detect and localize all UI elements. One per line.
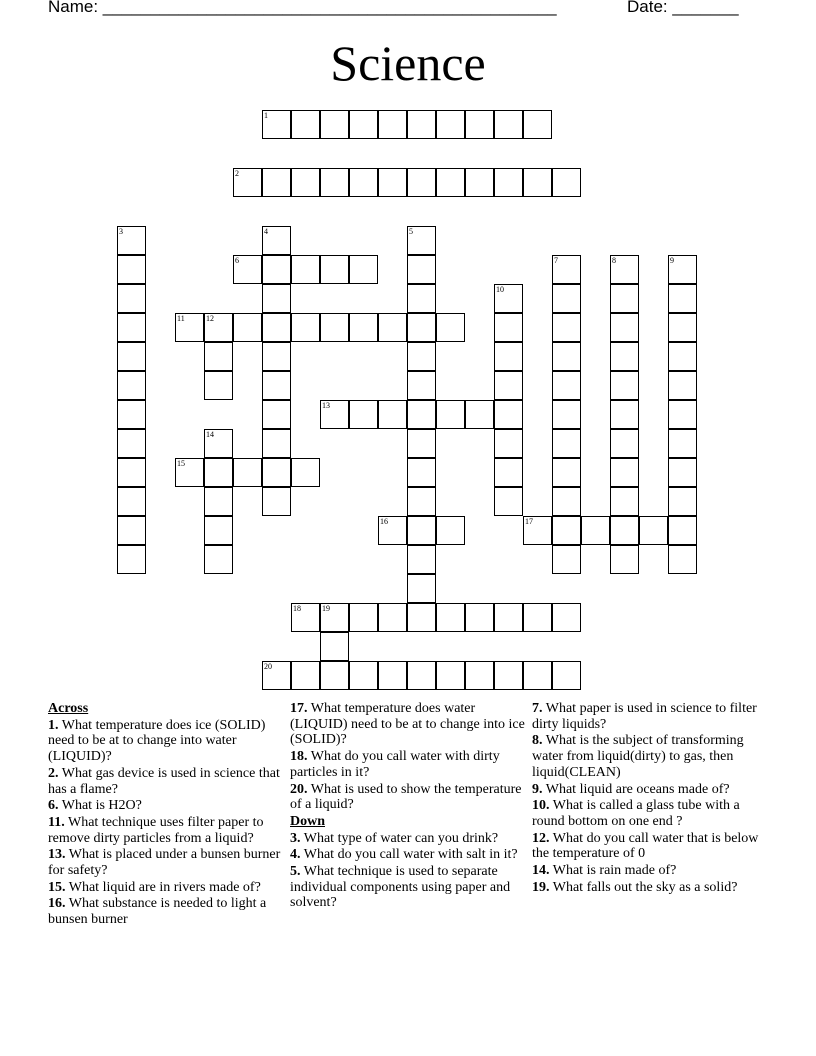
grid-cell[interactable] <box>378 168 407 197</box>
across-clue <box>290 782 530 813</box>
clue-text: What do you call water with salt in it? <box>303 847 518 863</box>
grid-cell[interactable] <box>668 458 697 487</box>
clue-text: What type of water can you drink? <box>303 830 499 846</box>
clue-text: What substance is needed to light a bunsen burner <box>48 896 267 928</box>
grid-cell[interactable] <box>494 371 523 400</box>
page-title: Science <box>330 35 486 91</box>
clue-text: What is used to show the temperature of a liquid? <box>290 781 522 813</box>
clue-text: What paper is used in science to filter dirty liquids? <box>532 701 757 732</box>
grid-cell[interactable] <box>204 371 233 400</box>
down-heading: Down <box>290 813 326 829</box>
grid-cell[interactable] <box>610 487 639 516</box>
grid-cell[interactable] <box>262 255 291 284</box>
grid-cell[interactable] <box>204 516 233 545</box>
clue-number-label: 12 <box>206 314 214 323</box>
grid-cell[interactable] <box>320 168 349 197</box>
grid-cell[interactable] <box>552 458 581 487</box>
grid-cell[interactable] <box>523 110 552 139</box>
grid-cell[interactable] <box>436 400 465 429</box>
grid-cell[interactable] <box>117 429 146 458</box>
clue-number-label: 10 <box>496 285 504 294</box>
clue-number-label: 18 <box>293 604 301 613</box>
clue-text: What technique is used to separate individual components using paper and solvent? <box>290 864 511 911</box>
grid-cell[interactable] <box>465 661 494 690</box>
grid-cell[interactable] <box>262 371 291 400</box>
grid-cell[interactable] <box>117 342 146 371</box>
grid-cell[interactable] <box>407 313 436 342</box>
grid-cell[interactable] <box>407 284 436 313</box>
clue-number: 14. <box>532 863 550 879</box>
grid-cell[interactable] <box>552 661 581 690</box>
grid-cell[interactable] <box>610 284 639 313</box>
grid-cell[interactable] <box>378 661 407 690</box>
date-field-label[interactable]: Date: _______ <box>627 0 739 16</box>
across-clue <box>48 847 284 878</box>
grid-cell[interactable] <box>436 168 465 197</box>
grid-cell[interactable] <box>436 516 465 545</box>
grid-cell[interactable] <box>494 342 523 371</box>
clue-number-label: 6 <box>235 256 239 265</box>
clues-column-3 <box>532 701 772 896</box>
grid-cell[interactable] <box>668 284 697 313</box>
grid-cell[interactable] <box>494 429 523 458</box>
grid-cell[interactable] <box>291 255 320 284</box>
clues-column-1 <box>48 701 284 929</box>
grid-cell[interactable] <box>552 168 581 197</box>
grid-cell[interactable] <box>204 487 233 516</box>
grid-cell[interactable] <box>668 487 697 516</box>
clue-number-label: 8 <box>612 256 616 265</box>
clue-number-label: 16 <box>380 517 388 526</box>
grid-cell[interactable] <box>407 255 436 284</box>
clue-number: 9. <box>532 781 543 797</box>
down-clue <box>290 831 530 847</box>
down-clue <box>290 847 530 863</box>
grid-cell[interactable] <box>494 168 523 197</box>
clue-number: 7. <box>532 701 543 716</box>
grid-cell[interactable] <box>407 371 436 400</box>
across-clue <box>48 766 284 797</box>
clue-number: 17. <box>290 701 308 716</box>
clue-number: 1. <box>48 717 59 733</box>
grid-cell[interactable] <box>117 516 146 545</box>
grid-cell[interactable] <box>552 603 581 632</box>
grid-cell[interactable] <box>668 400 697 429</box>
grid-cell[interactable] <box>262 313 291 342</box>
grid-cell[interactable] <box>291 661 320 690</box>
grid-cell[interactable] <box>117 284 146 313</box>
grid-cell[interactable] <box>233 313 262 342</box>
grid-cell[interactable] <box>668 545 697 574</box>
grid-cell[interactable] <box>204 458 233 487</box>
clue-number: 20. <box>290 781 308 797</box>
grid-cell[interactable] <box>378 603 407 632</box>
clue-number-label: 2 <box>235 169 239 178</box>
grid-cell[interactable] <box>523 168 552 197</box>
clue-text: What temperature does ice (SOLID) need to be at to change into water (LIQUID)? <box>48 717 266 765</box>
grid-cell[interactable] <box>291 168 320 197</box>
across-clue <box>48 880 284 896</box>
clue-number-label: 9 <box>670 256 674 265</box>
grid-cell[interactable] <box>465 168 494 197</box>
grid-cell[interactable] <box>407 342 436 371</box>
grid-cell[interactable] <box>668 313 697 342</box>
clue-number: 3. <box>290 830 301 846</box>
grid-cell[interactable] <box>407 168 436 197</box>
grid-cell[interactable] <box>552 429 581 458</box>
grid-cell[interactable] <box>349 400 378 429</box>
grid-cell[interactable] <box>117 400 146 429</box>
grid-cell[interactable] <box>436 110 465 139</box>
clue-number: 18. <box>290 749 308 765</box>
clue-text: What technique uses filter paper to remove dirty particles from a liquid? <box>48 814 264 846</box>
grid-cell[interactable] <box>262 342 291 371</box>
clue-number-label: 17 <box>525 517 533 526</box>
grid-cell[interactable] <box>262 400 291 429</box>
grid-cell[interactable] <box>117 487 146 516</box>
clue-number-label: 5 <box>409 227 413 236</box>
clue-number: 6. <box>48 798 59 814</box>
grid-cell[interactable] <box>494 458 523 487</box>
grid-cell[interactable] <box>378 400 407 429</box>
grid-cell[interactable] <box>117 255 146 284</box>
grid-cell[interactable] <box>552 313 581 342</box>
grid-cell[interactable] <box>407 574 436 603</box>
name-field-label[interactable]: Name: ________________________________________________ <box>48 0 557 16</box>
grid-cell[interactable] <box>610 313 639 342</box>
clue-number-label: 20 <box>264 662 272 671</box>
grid-cell[interactable] <box>320 255 349 284</box>
grid-cell[interactable] <box>610 429 639 458</box>
clue-text: What gas device is used in science that has a flame? <box>48 765 280 797</box>
across-clue <box>48 896 284 927</box>
grid-cell[interactable] <box>494 313 523 342</box>
grid-cell[interactable] <box>117 458 146 487</box>
grid-cell[interactable] <box>494 110 523 139</box>
grid-cell[interactable] <box>407 110 436 139</box>
clue-text: What do you call water that is below the temperature of 0 <box>532 830 759 862</box>
grid-cell[interactable] <box>494 487 523 516</box>
clue-text: What is H2O? <box>61 798 142 814</box>
grid-cell[interactable] <box>407 516 436 545</box>
clue-text: What falls out the sky as a solid? <box>552 879 738 895</box>
grid-cell[interactable] <box>262 487 291 516</box>
grid-cell[interactable] <box>494 661 523 690</box>
clue-number-label: 19 <box>322 604 330 613</box>
clue-number: 16. <box>48 896 66 912</box>
grid-cell[interactable] <box>349 313 378 342</box>
down-clue <box>532 733 772 780</box>
grid-cell[interactable] <box>668 371 697 400</box>
grid-cell[interactable] <box>349 110 378 139</box>
grid-cell[interactable] <box>465 400 494 429</box>
across-clue <box>48 718 284 765</box>
clue-number: 10. <box>532 798 550 814</box>
clue-text: What liquid are in rivers made of? <box>68 879 261 895</box>
grid-cell[interactable] <box>610 545 639 574</box>
across-heading: Across <box>48 701 89 716</box>
grid-cell[interactable] <box>668 516 697 545</box>
grid-cell[interactable] <box>117 545 146 574</box>
grid-cell[interactable] <box>378 313 407 342</box>
grid-cell[interactable] <box>552 371 581 400</box>
grid-cell[interactable] <box>349 661 378 690</box>
grid-cell[interactable] <box>610 342 639 371</box>
grid-cell[interactable] <box>581 516 610 545</box>
across-clue <box>48 815 284 846</box>
grid-cell[interactable] <box>349 603 378 632</box>
across-clue <box>48 798 284 814</box>
grid-cell[interactable] <box>233 458 262 487</box>
grid-cell[interactable] <box>291 313 320 342</box>
grid-cell[interactable] <box>407 400 436 429</box>
clue-number: 11. <box>48 814 65 830</box>
grid-cell[interactable] <box>552 284 581 313</box>
clue-text: What is placed under a bunsen burner for safety? <box>48 847 281 879</box>
clue-number: 12. <box>532 830 550 846</box>
grid-cell[interactable] <box>407 429 436 458</box>
clue-number-label: 7 <box>554 256 558 265</box>
down-clue <box>532 880 772 896</box>
grid-cell[interactable] <box>552 400 581 429</box>
grid-cell[interactable] <box>349 255 378 284</box>
grid-cell[interactable] <box>407 603 436 632</box>
grid-cell[interactable] <box>407 661 436 690</box>
clue-number: 5. <box>290 864 301 880</box>
clue-number: 8. <box>532 733 543 749</box>
clue-number-label: 13 <box>322 401 330 410</box>
grid-cell[interactable] <box>117 371 146 400</box>
grid-cell[interactable] <box>320 110 349 139</box>
grid-cell[interactable] <box>320 632 349 661</box>
clue-number: 2. <box>48 765 59 781</box>
grid-cell[interactable] <box>494 603 523 632</box>
grid-cell[interactable] <box>407 458 436 487</box>
clue-number-label: 1 <box>264 111 268 120</box>
clue-text: What is the subject of transforming water from liquid(dirty) to gas, then liquid(CLEAN) <box>532 733 744 780</box>
clue-number: 15. <box>48 879 66 895</box>
grid-cell[interactable] <box>552 487 581 516</box>
grid-cell[interactable] <box>552 342 581 371</box>
grid-cell[interactable] <box>378 110 407 139</box>
grid-cell[interactable] <box>320 313 349 342</box>
grid-cell[interactable] <box>117 313 146 342</box>
across-clue <box>290 749 530 780</box>
grid-cell[interactable] <box>668 429 697 458</box>
grid-cell[interactable] <box>262 458 291 487</box>
grid-cell[interactable] <box>320 661 349 690</box>
grid-cell[interactable] <box>465 110 494 139</box>
grid-cell[interactable] <box>436 313 465 342</box>
grid-cell[interactable] <box>552 516 581 545</box>
down-clue <box>532 863 772 879</box>
grid-cell[interactable] <box>639 516 668 545</box>
grid-cell[interactable] <box>407 545 436 574</box>
grid-cell[interactable] <box>523 603 552 632</box>
down-clue <box>532 782 772 798</box>
grid-cell[interactable] <box>291 110 320 139</box>
grid-cell[interactable] <box>291 458 320 487</box>
grid-cell[interactable] <box>407 487 436 516</box>
clues-column-2 <box>290 701 530 912</box>
grid-cell[interactable] <box>349 168 378 197</box>
grid-cell[interactable] <box>494 400 523 429</box>
grid-cell[interactable] <box>610 371 639 400</box>
down-clue <box>290 864 530 911</box>
grid-cell[interactable] <box>552 545 581 574</box>
clue-number: 13. <box>48 847 66 863</box>
clue-number-label: 11 <box>177 314 185 323</box>
grid-cell[interactable] <box>436 603 465 632</box>
clue-text: What do you call water with dirty particles in it? <box>290 749 500 780</box>
grid-cell[interactable] <box>610 516 639 545</box>
grid-cell[interactable] <box>523 661 552 690</box>
grid-cell[interactable] <box>262 284 291 313</box>
clue-number: 4. <box>290 847 301 863</box>
clue-number: 19. <box>532 879 550 895</box>
clue-text: What temperature does water (LIQUID) need to be at to change into ice (SOLID)? <box>290 701 525 748</box>
grid-cell[interactable] <box>668 342 697 371</box>
clue-number-label: 15 <box>177 459 185 468</box>
clue-number-label: 4 <box>264 227 268 236</box>
clue-text: What liquid are oceans made of? <box>545 781 730 797</box>
down-clue <box>532 701 772 732</box>
grid-cell[interactable] <box>610 400 639 429</box>
across-clue <box>290 701 530 748</box>
grid-cell[interactable] <box>204 545 233 574</box>
clue-number-label: 14 <box>206 430 214 439</box>
down-clue <box>532 831 772 862</box>
grid-cell[interactable] <box>262 429 291 458</box>
clue-text: What is called a glass tube with a round bottom on one end ? <box>532 798 740 829</box>
down-clue <box>532 798 772 829</box>
grid-cell[interactable] <box>610 458 639 487</box>
clue-number-label: 3 <box>119 227 123 236</box>
grid-cell[interactable] <box>204 342 233 371</box>
clue-text: What is rain made of? <box>552 863 677 879</box>
grid-cell[interactable] <box>465 603 494 632</box>
grid-cell[interactable] <box>262 168 291 197</box>
grid-cell[interactable] <box>436 661 465 690</box>
